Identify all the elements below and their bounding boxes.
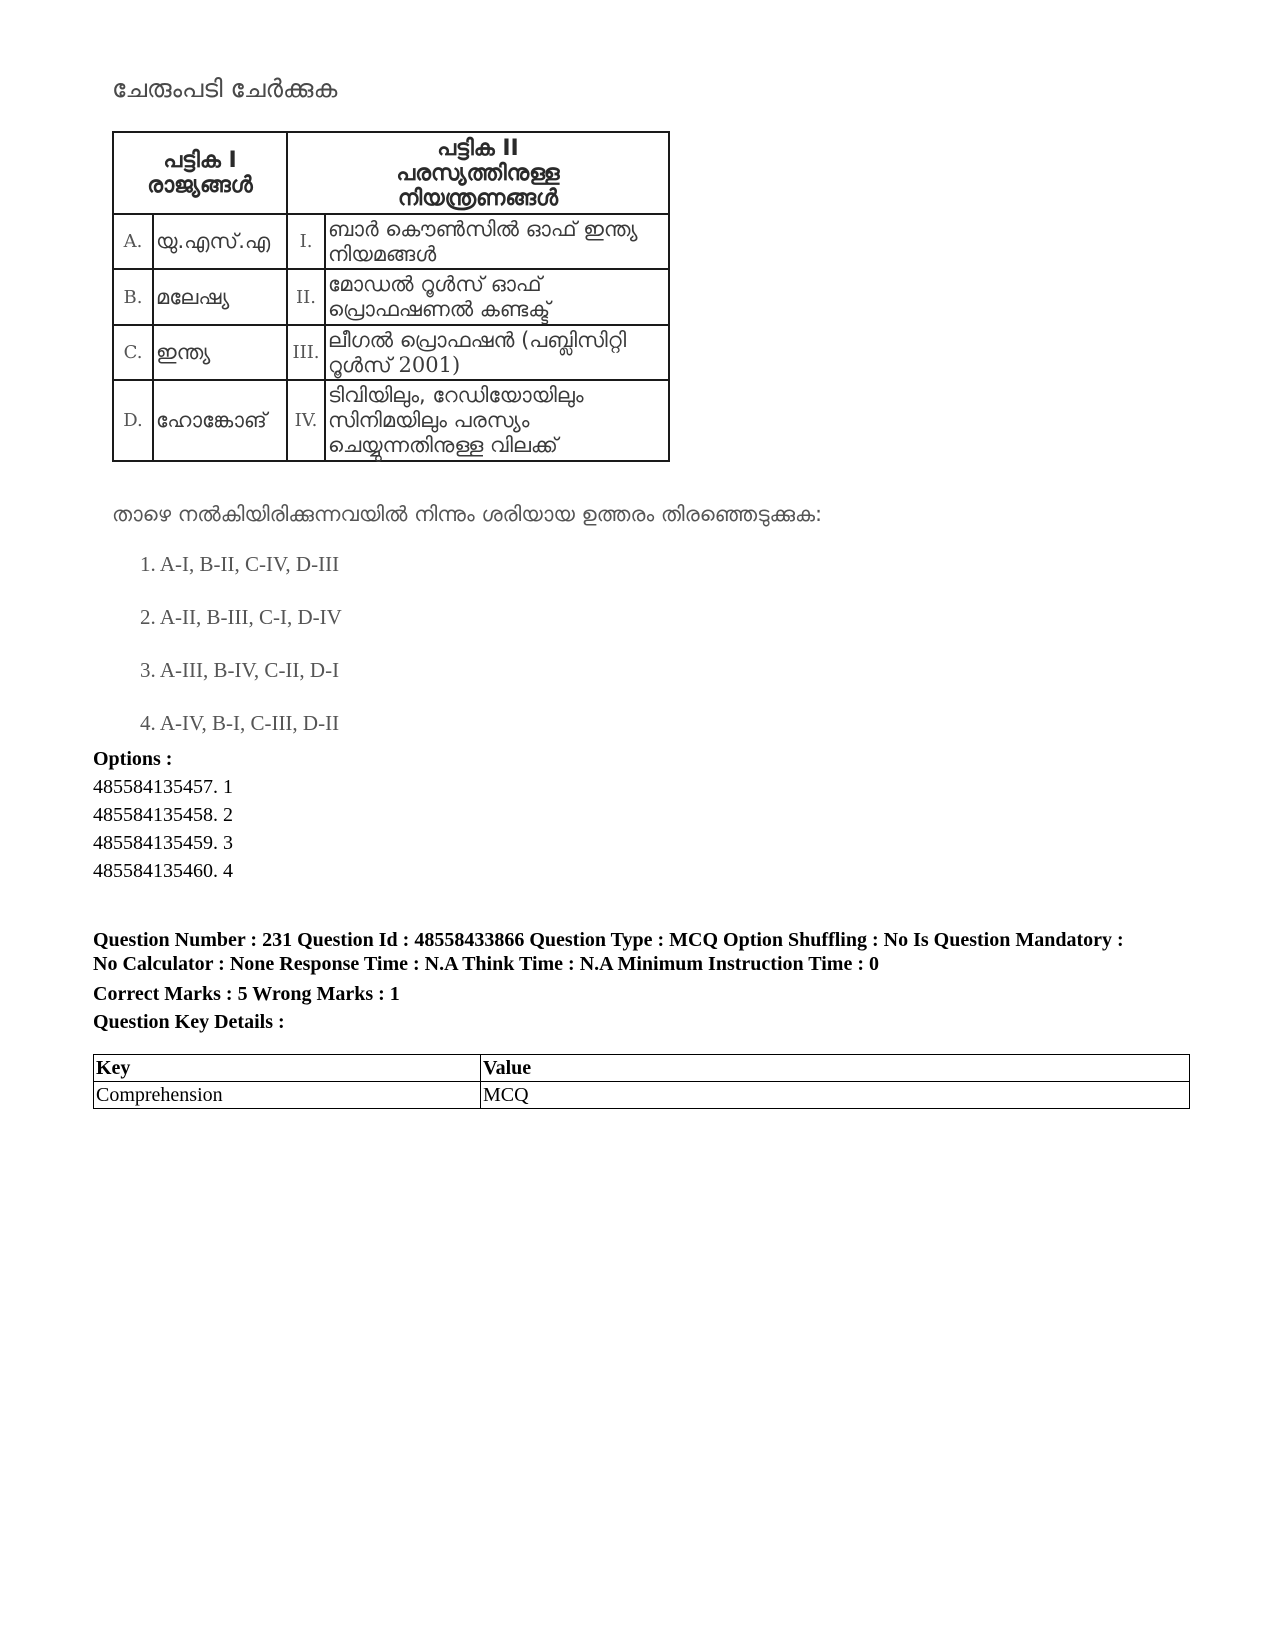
match-table bbox=[112, 131, 670, 462]
choice-3: 3. A-III, B-IV, C-II, D-I bbox=[140, 658, 340, 682]
row-letter: A. bbox=[113, 214, 153, 269]
key-details-heading: Question Key Details : bbox=[93, 1011, 285, 1033]
row-letter: D. bbox=[113, 380, 153, 461]
value-cell: MCQ bbox=[481, 1082, 1190, 1109]
row-roman: II. bbox=[287, 269, 325, 325]
rule-text: ലീഗൽ പ്രൊഫഷൻ (പബ്ലിസിറ്റി റൂൾസ് bbox=[328, 327, 627, 377]
option-id-2: 485584135458. 2 bbox=[93, 804, 233, 826]
answer-choices bbox=[140, 552, 342, 764]
rule-cell: ടിവിയിലും, റേഡിയോയിലും സിനിമയിലും പരസ്യം ചെയ്യുന്നതിനുള്ള വിലക്ക് bbox=[325, 380, 669, 461]
list-1-subtitle: രാജ്യങ്ങൾ bbox=[147, 173, 253, 198]
choice-4: 4. A-IV, B-I, C-III, D-II bbox=[140, 711, 340, 735]
list-1-header bbox=[113, 132, 287, 214]
options-block bbox=[93, 745, 233, 885]
choice-1: 1. A-I, B-II, C-IV, D-III bbox=[140, 552, 340, 576]
question-details bbox=[93, 928, 1124, 976]
question-prompt: താഴെ നൽകിയിരിക്കുന്നവയിൽ നിന്നും ശരിയായ ഉത്തരം തിരഞ്ഞെടുക്കുക: bbox=[112, 502, 823, 526]
key-table-header bbox=[94, 1055, 1190, 1082]
list-1-title: പട്ടിക I bbox=[163, 148, 237, 173]
country-cell: ഇന്ത്യ bbox=[153, 325, 287, 380]
marks-line: Correct Marks : 5 Wrong Marks : 1 bbox=[93, 983, 400, 1005]
rule-year: 2001) bbox=[398, 352, 461, 377]
row-roman: III. bbox=[287, 325, 325, 380]
options-heading: Options : bbox=[93, 748, 173, 770]
question-details-line-1: Question Number : 231 Question Id : 48558433866 Question Type : MCQ Option Shuffling : No Is Question Mandatory : bbox=[93, 929, 1124, 951]
country-cell: ഹോങ്കോങ് bbox=[153, 380, 287, 461]
table-row bbox=[94, 1082, 1190, 1109]
country-cell: യു.എസ്.എ bbox=[153, 214, 287, 269]
country-cell: മലേഷ്യ bbox=[153, 269, 287, 325]
option-id-4: 485584135460. 4 bbox=[93, 860, 233, 882]
row-letter: B. bbox=[113, 269, 153, 325]
key-details-table bbox=[93, 1054, 1190, 1109]
list-2-subtitle-2: നിയന്ത്രണങ്ങൾ bbox=[397, 185, 559, 211]
table-row bbox=[113, 214, 669, 269]
row-roman: IV. bbox=[287, 380, 325, 461]
list-2-subtitle-1: പരസ്യത്തിനുള്ള bbox=[396, 160, 560, 186]
key-header: Key bbox=[94, 1055, 481, 1082]
list-2-header bbox=[287, 132, 669, 214]
table-row bbox=[113, 325, 669, 380]
table-row bbox=[113, 380, 669, 461]
key-cell: Comprehension bbox=[94, 1082, 481, 1109]
row-roman: I. bbox=[287, 214, 325, 269]
table-row bbox=[113, 269, 669, 325]
rule-cell bbox=[325, 325, 669, 380]
marks-block bbox=[93, 980, 400, 1036]
row-letter: C. bbox=[113, 325, 153, 380]
option-id-3: 485584135459. 3 bbox=[93, 832, 233, 854]
question-instruction: ചേരുംപടി ചേർക്കുക bbox=[112, 74, 338, 103]
choice-2: 2. A-II, B-III, C-I, D-IV bbox=[140, 605, 342, 629]
option-id-1: 485584135457. 1 bbox=[93, 776, 233, 798]
value-header: Value bbox=[481, 1055, 1190, 1082]
list-2-title: പട്ടിക II bbox=[437, 135, 519, 161]
rule-cell: ബാർ കൌൺസിൽ ഓഫ് ഇന്ത്യ നിയമങ്ങൾ bbox=[325, 214, 669, 269]
question-details-line-2: No Calculator : None Response Time : N.A Think Time : N.A Minimum Instruction Time : 0 bbox=[93, 953, 879, 975]
match-table-header bbox=[113, 132, 669, 214]
rule-cell: മോഡൽ റൂൾസ് ഓഫ് പ്രൊഫഷണൽ കണ്ടക്ട് bbox=[325, 269, 669, 325]
